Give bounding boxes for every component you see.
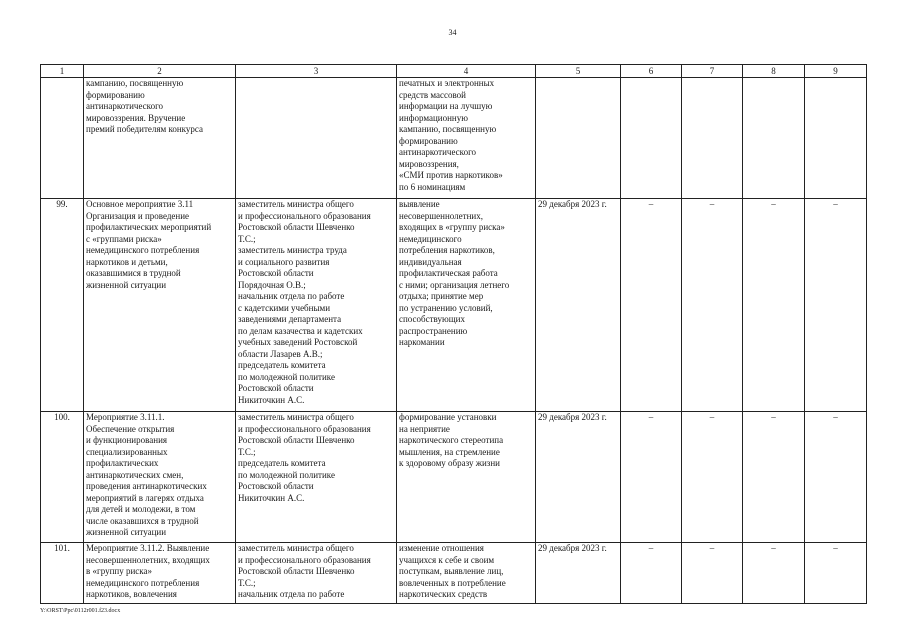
cell-result: печатных и электронных средств массовой информации на лучшую информационную кампанию, посвященную формированию антинаркотического мировоззрения, «СМИ против наркотиков» по 6 номинациям [397, 78, 536, 199]
cell-number: 100. [41, 412, 84, 543]
footer-file-path: Y:\ORST\Ppc\0112r001.f23.docx [40, 608, 121, 614]
cell-event: Мероприятие 3.11.1. Обеспечение открытия и функционирования специализированных профилактических антинаркотических смен, проведения антинаркотических мероприятий в лагерях отдыха для детей и молодежи, в том числе оказавшихся в трудной жизненной ситуации [84, 412, 236, 543]
cell-number [41, 78, 84, 199]
column-header: 7 [682, 65, 743, 78]
cell-col9: – [805, 412, 867, 543]
cell-result: формирование установки на неприятие наркотического стереотипа мышления, на стремление к здоровому образу жизни [397, 412, 536, 543]
cell-col7: – [682, 543, 743, 604]
cell-col6: – [621, 199, 682, 412]
cell-date: 29 декабря 2023 г. [536, 199, 621, 412]
table-row [41, 543, 867, 604]
table-header-row [41, 65, 867, 78]
cell-date: 29 декабря 2023 г. [536, 543, 621, 604]
cell-responsible: заместитель министра общего и профессионального образования Ростовской области Шевченко Т.С.; заместитель министра труда и социального развития Ростовской области Порядочная О.В.; начальник отдела по работе с кадетскими учебными заведениями департамента по делам казачества и кадетских учебных заведений Ростовской области Лазарев А.В.; председатель комитета по молодежной политике Ростовской области Никиточкин А.С. [236, 199, 397, 412]
cell-event: Основное мероприятие 3.11 Организация и проведение профилактических мероприятий с «группами риска» немедицинского потребления наркотиков и детьми, оказавшимися в трудной жизненной ситуации [84, 199, 236, 412]
cell-result: изменение отношения учащихся к себе и своим поступкам, выявление лиц, вовлеченных в потребление наркотических средств [397, 543, 536, 604]
column-header: 9 [805, 65, 867, 78]
cell-responsible [236, 78, 397, 199]
cell-event: Мероприятие 3.11.2. Выявление несовершеннолетних, входящих в «группу риска» немедицинского потребления наркотиков, вовлечения [84, 543, 236, 604]
cell-col9: – [805, 199, 867, 412]
cell-date [536, 78, 621, 199]
table-row [41, 199, 867, 412]
cell-col8 [743, 78, 805, 199]
column-header: 2 [84, 65, 236, 78]
cell-number: 101. [41, 543, 84, 604]
measures-table [40, 64, 867, 604]
cell-col6: – [621, 543, 682, 604]
cell-col8: – [743, 199, 805, 412]
cell-col8: – [743, 543, 805, 604]
cell-result: выявление несовершеннолетних, входящих в «группу риска» немедицинского потребления наркотиков, индивидуальная профилактическая работа с ними; организация летнего отдыха; принятие мер по устранению условий, способствующих распространению наркомании [397, 199, 536, 412]
cell-col9 [805, 78, 867, 199]
page-number: 34 [448, 28, 457, 37]
cell-col8: – [743, 412, 805, 543]
column-header: 5 [536, 65, 621, 78]
cell-col7 [682, 78, 743, 199]
column-header: 3 [236, 65, 397, 78]
column-header: 1 [41, 65, 84, 78]
cell-col6: – [621, 412, 682, 543]
column-header: 8 [743, 65, 805, 78]
column-header: 6 [621, 65, 682, 78]
column-header: 4 [397, 65, 536, 78]
cell-col6 [621, 78, 682, 199]
cell-responsible: заместитель министра общего и профессионального образования Ростовской области Шевченко Т.С.; начальник отдела по работе [236, 543, 397, 604]
cell-date: 29 декабря 2023 г. [536, 412, 621, 543]
cell-col7: – [682, 199, 743, 412]
cell-event: кампанию, посвященную формированию антинаркотического мировоззрения. Вручение премий победителям конкурса [84, 78, 236, 199]
cell-col9: – [805, 543, 867, 604]
table-row-continuation [41, 78, 867, 199]
cell-col7: – [682, 412, 743, 543]
cell-number: 99. [41, 199, 84, 412]
table-row [41, 412, 867, 543]
cell-responsible: заместитель министра общего и профессионального образования Ростовской области Шевченко Т.С.; председатель комитета по молодежной политике Ростовской области Никиточкин А.С. [236, 412, 397, 543]
